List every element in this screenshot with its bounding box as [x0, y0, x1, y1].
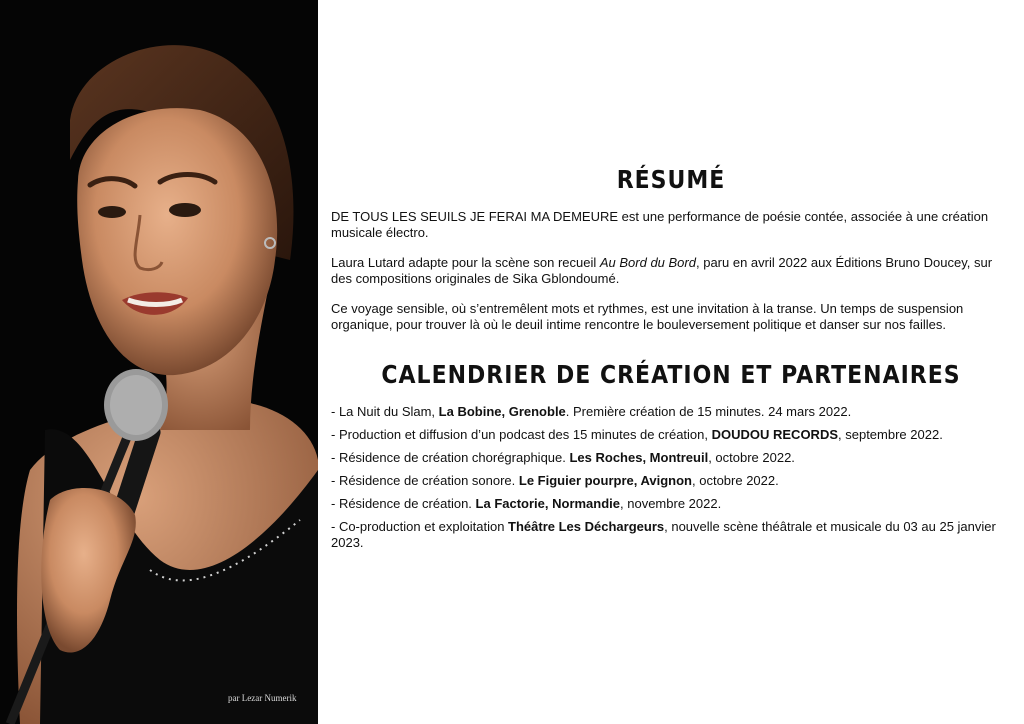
list-item: [331, 427, 1011, 443]
item-text: - La Nuit du Slam,: [331, 404, 439, 419]
resume-paragraph-2: [331, 255, 1011, 287]
item-partner: Théâtre Les Déchargeurs: [508, 519, 665, 534]
item-detail: , septembre 2022.: [838, 427, 943, 442]
p2-text-end: , paru en avril 2022 aux Éditions Bruno Doucey, sur des compositions originales de Sika Gblondoumé.: [331, 255, 993, 286]
item-partner: La Bobine, Grenoble: [438, 404, 566, 419]
item-text: - Résidence de création chorégraphique.: [331, 450, 570, 465]
item-partner: DOUDOU RECORDS: [711, 427, 839, 442]
item-detail: , octobre 2022.: [708, 450, 795, 465]
list-item: [331, 404, 1011, 420]
item-detail: . Première création de 15 minutes. 24 mars 2022.: [565, 404, 852, 419]
list-item: [331, 473, 1011, 489]
list-item: [331, 496, 1011, 512]
p2-text-start: Laura Lutard adapte pour la scène son recueil: [331, 255, 600, 270]
item-text: - Production et diffusion d’un podcast des 15 minutes de création,: [331, 427, 712, 442]
item-text: - Résidence de création.: [331, 496, 476, 511]
item-text: - Résidence de création sonore.: [331, 473, 519, 488]
item-text: - Co-production et exploitation: [331, 519, 509, 534]
item-detail: , octobre 2022.: [692, 473, 779, 488]
item-detail: , nouvelle scène théâtrale et musicale du 03 au 25 janvier 2023.: [331, 519, 996, 550]
resume-paragraph-1: DE TOUS LES SEUILS JE FERAI MA DEMEURE est une performance de poésie contée, associée à une création musicale électro.: [331, 209, 989, 240]
item-partner: Les Roches, Montreuil: [569, 450, 709, 465]
list-item: [331, 450, 1011, 466]
resume-heading: RÉSUMÉ: [616, 166, 726, 195]
performer-photo: [0, 0, 318, 724]
calendar-heading: CALENDRIER DE CRÉATION ET PARTENAIRES: [381, 361, 961, 390]
item-detail: , novembre 2022.: [620, 496, 722, 511]
list-item: [331, 519, 1011, 551]
photo-credit: par Lezar Numerik: [228, 693, 297, 703]
item-partner: La Factorie, Normandie: [475, 496, 621, 511]
calendar-list: [331, 404, 1011, 558]
resume-paragraph-3: Ce voyage sensible, où s’entremêlent mots et rythmes, est une invitation à la transe. Un temps de suspension organique, pour trouver là où le deuil intime rencontre le bouleversement politique et danser sur nos failles.: [331, 301, 964, 332]
book-title: Au Bord du Bord: [599, 255, 696, 270]
performer-illustration: [0, 0, 318, 724]
item-partner: Le Figuier pourpre, Avignon: [518, 473, 692, 488]
